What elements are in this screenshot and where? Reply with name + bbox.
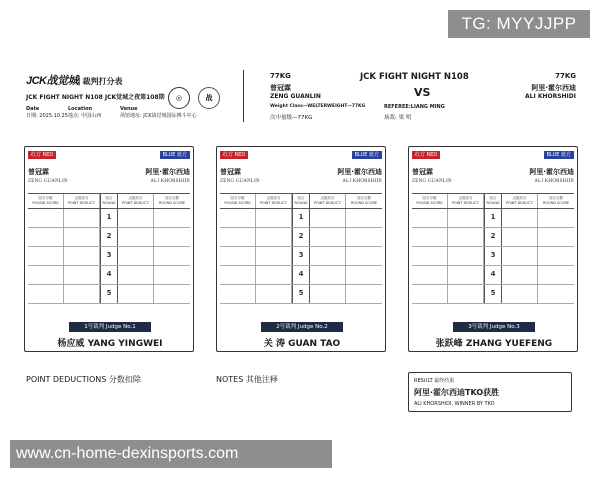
col-point-deduct: 点数扣分 POINT DEDUCT. (310, 194, 346, 208)
blue-round-score-cell[interactable] (346, 228, 382, 246)
round-row (412, 209, 574, 228)
round-number: 5 (292, 285, 310, 303)
venue-block (120, 106, 197, 120)
round-number: 5 (100, 285, 118, 303)
col-round-score: 回合分数 ROUND SCORE (542, 196, 570, 205)
col-point-deduct: 点数扣分 POINT DEDUCT. (502, 194, 538, 208)
red-point-deduct-cell[interactable] (256, 247, 292, 265)
red-fighter-cn: 曾冠霖 (270, 84, 291, 92)
blue-round-score-cell[interactable] (154, 266, 190, 284)
col-round-score: 回合分数 ROUND SCORE (220, 194, 256, 208)
weight-class-cn: 次中量级—77KG (270, 115, 313, 121)
blue-fighter-cn: 阿里·霍尔西迪 (529, 168, 574, 176)
round-row (28, 266, 190, 285)
red-point-deduct-cell[interactable] (64, 228, 100, 246)
round-number: 1 (100, 209, 118, 227)
round-number: 1 (292, 209, 310, 227)
round-number: 2 (292, 228, 310, 246)
red-fighter-en: ZENG GUANLIN (270, 93, 321, 100)
col-round-score: 回合分数 ROUND SCORE (28, 194, 64, 208)
red-round-score-cell[interactable] (412, 285, 448, 303)
blue-point-deduct-cell[interactable] (118, 266, 154, 284)
red-fighter-en: ZENG GUANLIN (28, 179, 68, 184)
red-point-deduct-cell[interactable] (256, 266, 292, 284)
result-box (408, 372, 572, 412)
blue-round-score-cell[interactable] (346, 247, 382, 265)
blue-corner-tag: BLUE 蓝方 (544, 151, 574, 159)
judge-card-1 (24, 146, 194, 352)
weight-class-en: Weight Class—WELTERWEIGHT—77KG (270, 104, 366, 109)
col-point-deduct: 点数扣分 POINT DEDUCT. (64, 194, 100, 208)
col-round: 回合 ROUND (100, 194, 118, 208)
round-row (220, 247, 382, 266)
col-round: 回合 ROUND (292, 194, 310, 208)
blue-fighter-en: ALI KHORSHIDI (534, 179, 574, 184)
red-point-deduct-cell[interactable] (64, 285, 100, 303)
blue-weight: 77KG (555, 72, 576, 80)
referee-en: REFEREE:LIANG MING (384, 104, 445, 110)
fight-emblem-icon: 战 (198, 87, 220, 109)
col-round-score: 回合分数 ROUND SCORE (412, 194, 448, 208)
point-deductions-label: POINT DEDUCTIONS 分数扣除 (26, 375, 141, 384)
score-grid (28, 193, 190, 304)
col-point-deduct: 点数扣分 POINT DEDUCT. (256, 194, 292, 208)
score-grid-header (28, 194, 190, 209)
round-row (28, 209, 190, 228)
round-number: 3 (292, 247, 310, 265)
event-line: JCK FIGHT NIGHT N108 JCK觉城之夜第108期 (26, 94, 165, 101)
logo-text: JCK战觉城 (26, 75, 79, 87)
blue-round-score-cell[interactable] (154, 285, 190, 303)
red-point-deduct-cell[interactable] (448, 209, 484, 227)
blue-point-deduct-cell[interactable] (502, 266, 538, 284)
red-point-deduct-cell[interactable] (448, 228, 484, 246)
round-number: 2 (484, 228, 502, 246)
blue-round-score-cell[interactable] (154, 247, 190, 265)
blue-point-deduct-cell[interactable] (310, 209, 346, 227)
round-number: 4 (484, 266, 502, 284)
blue-point-deduct-cell[interactable] (502, 247, 538, 265)
score-grid-header (220, 194, 382, 209)
judge-card-3 (408, 146, 578, 352)
red-corner-tag: 红方 RED (220, 151, 248, 159)
blue-point-deduct-cell[interactable] (310, 266, 346, 284)
red-point-deduct-cell[interactable] (64, 247, 100, 265)
venue-value: 场馆地址: JCK战觉城国际搏斗中心 (120, 113, 197, 119)
red-point-deduct-cell[interactable] (256, 285, 292, 303)
blue-point-deduct-cell[interactable] (502, 209, 538, 227)
judge-tag: 2号裁判 Judge No.2 (261, 322, 343, 332)
blue-round-score-cell[interactable] (538, 285, 574, 303)
vs-label: VS (414, 86, 431, 99)
score-grid-header (412, 194, 574, 209)
red-round-score-cell[interactable] (412, 228, 448, 246)
red-round-score-cell[interactable] (28, 285, 64, 303)
red-round-score-cell[interactable] (220, 266, 256, 284)
referee-cn: 场裁: 梁 明 (384, 115, 412, 121)
red-fighter-cn: 曾冠霖 (412, 168, 433, 176)
jck-logo (26, 72, 122, 88)
blue-point-deduct-cell[interactable] (310, 228, 346, 246)
date-value: 日期: 2025.10.25 (26, 113, 68, 119)
blue-point-deduct-cell[interactable] (310, 247, 346, 265)
score-grid (412, 193, 574, 304)
red-round-score-cell[interactable] (412, 209, 448, 227)
result-cn: 阿里·霍尔西迪TKO获胜 (414, 388, 500, 397)
date-label: Date (26, 106, 40, 112)
round-row (28, 247, 190, 266)
location-block (68, 106, 101, 120)
col-round: 回合 ROUND (484, 194, 502, 208)
red-corner-tag: 红方 RED (412, 151, 440, 159)
col-point-deduct: 点数扣分 POINT DEDUCT. (118, 194, 154, 208)
tg-overlay: TG: MYYJJPP (448, 10, 590, 38)
red-round-score-cell[interactable] (28, 266, 64, 284)
round-row (220, 209, 382, 228)
red-fighter-cn: 曾冠霖 (220, 168, 241, 176)
blue-round-score-cell[interactable] (346, 285, 382, 303)
score-grid (220, 193, 382, 304)
red-fighter-en: ZENG GUANLIN (220, 179, 260, 184)
blue-fighter-cn: 阿里·霍尔西迪 (337, 168, 382, 176)
site-watermark: www.cn-home-dexinsports.com (10, 440, 332, 468)
red-round-score-cell[interactable] (220, 247, 256, 265)
red-weight: 77KG (270, 72, 291, 80)
red-round-score-cell[interactable] (28, 228, 64, 246)
red-round-score-cell[interactable] (412, 247, 448, 265)
blue-corner-tag: BLUE 蓝方 (160, 151, 190, 159)
blue-fighter-cn: 阿里·霍尔西迪 (531, 84, 576, 92)
red-round-score-cell[interactable] (412, 266, 448, 284)
round-row (220, 228, 382, 247)
judge-name: 杨应威 YANG YINGWEI (57, 339, 163, 349)
red-round-score-cell[interactable] (28, 209, 64, 227)
blue-round-score-cell[interactable] (154, 209, 190, 227)
blue-round-score-cell[interactable] (538, 209, 574, 227)
result-en: ALI KHORSHIDI, WINNER BY TKO (414, 401, 495, 407)
round-row (412, 228, 574, 247)
red-point-deduct-cell[interactable] (448, 285, 484, 303)
judge-tag: 1号裁判 Judge No.1 (69, 322, 151, 332)
red-round-score-cell[interactable] (28, 247, 64, 265)
col-round-score: 回合分数 ROUND SCORE (158, 196, 186, 205)
result-label: RESULT 最终结果 (414, 378, 455, 384)
red-point-deduct-cell[interactable] (64, 266, 100, 284)
judge-tag: 3号裁判 Judge No.3 (453, 322, 535, 332)
round-number: 1 (484, 209, 502, 227)
blue-fighter-en: ALI KHORSHIDI (150, 179, 190, 184)
round-row (220, 266, 382, 285)
blue-point-deduct-cell[interactable] (310, 285, 346, 303)
venue-label: Venue (120, 106, 138, 112)
blue-fighter-cn: 阿里·霍尔西迪 (145, 168, 190, 176)
round-number: 3 (484, 247, 502, 265)
round-row (28, 285, 190, 304)
sheet-title: | 裁判打分表 (78, 77, 123, 86)
blue-round-score-cell[interactable] (538, 266, 574, 284)
red-round-score-cell[interactable] (220, 209, 256, 227)
event-center-title: JCK FIGHT NIGHT N108 (360, 72, 469, 82)
round-number: 3 (100, 247, 118, 265)
blue-point-deduct-cell[interactable] (502, 285, 538, 303)
location-value: 地点: 中国山西 (68, 113, 102, 119)
blue-round-score-cell[interactable] (538, 247, 574, 265)
col-round-score: 回合分数 ROUND SCORE (350, 196, 378, 205)
blue-round-score-cell[interactable] (346, 266, 382, 284)
blue-point-deduct-cell[interactable] (118, 209, 154, 227)
red-point-deduct-cell[interactable] (64, 209, 100, 227)
round-number: 2 (100, 228, 118, 246)
federation-seal-icon: ◎ (168, 87, 190, 109)
col-point-deduct: 点数扣分 POINT DEDUCT. (448, 194, 484, 208)
round-row (412, 266, 574, 285)
round-number: 5 (484, 285, 502, 303)
blue-round-score-cell[interactable] (346, 209, 382, 227)
red-round-score-cell[interactable] (220, 285, 256, 303)
blue-fighter-en: ALI KHORSHIDI (342, 179, 382, 184)
blue-round-score-cell[interactable] (538, 228, 574, 246)
round-row (28, 228, 190, 247)
blue-fighter-en: ALI KHORSHIDI (525, 93, 576, 100)
red-point-deduct-cell[interactable] (256, 228, 292, 246)
blue-point-deduct-cell[interactable] (502, 228, 538, 246)
red-fighter-cn: 曾冠霖 (28, 168, 49, 176)
red-corner-tag: 红方 RED (28, 151, 56, 159)
blue-corner-tag: BLUE 蓝方 (352, 151, 382, 159)
round-number: 4 (100, 266, 118, 284)
blue-point-deduct-cell[interactable] (118, 247, 154, 265)
date-block (26, 106, 68, 120)
red-point-deduct-cell[interactable] (256, 209, 292, 227)
blue-point-deduct-cell[interactable] (118, 285, 154, 303)
round-row (412, 247, 574, 266)
judge-name: 关 涛 GUAN TAO (263, 339, 341, 349)
red-point-deduct-cell[interactable] (448, 266, 484, 284)
red-round-score-cell[interactable] (220, 228, 256, 246)
blue-point-deduct-cell[interactable] (118, 228, 154, 246)
round-number: 4 (292, 266, 310, 284)
judge-name: 张跃峰 ZHANG YUEFENG (435, 339, 553, 349)
blue-round-score-cell[interactable] (154, 228, 190, 246)
judge-card-2 (216, 146, 386, 352)
red-point-deduct-cell[interactable] (448, 247, 484, 265)
header-divider (243, 70, 244, 122)
location-label: Location (68, 106, 93, 112)
round-row (220, 285, 382, 304)
round-row (412, 285, 574, 304)
notes-label: NOTES 其他注释 (216, 375, 278, 384)
red-fighter-en: ZENG GUANLIN (412, 179, 452, 184)
